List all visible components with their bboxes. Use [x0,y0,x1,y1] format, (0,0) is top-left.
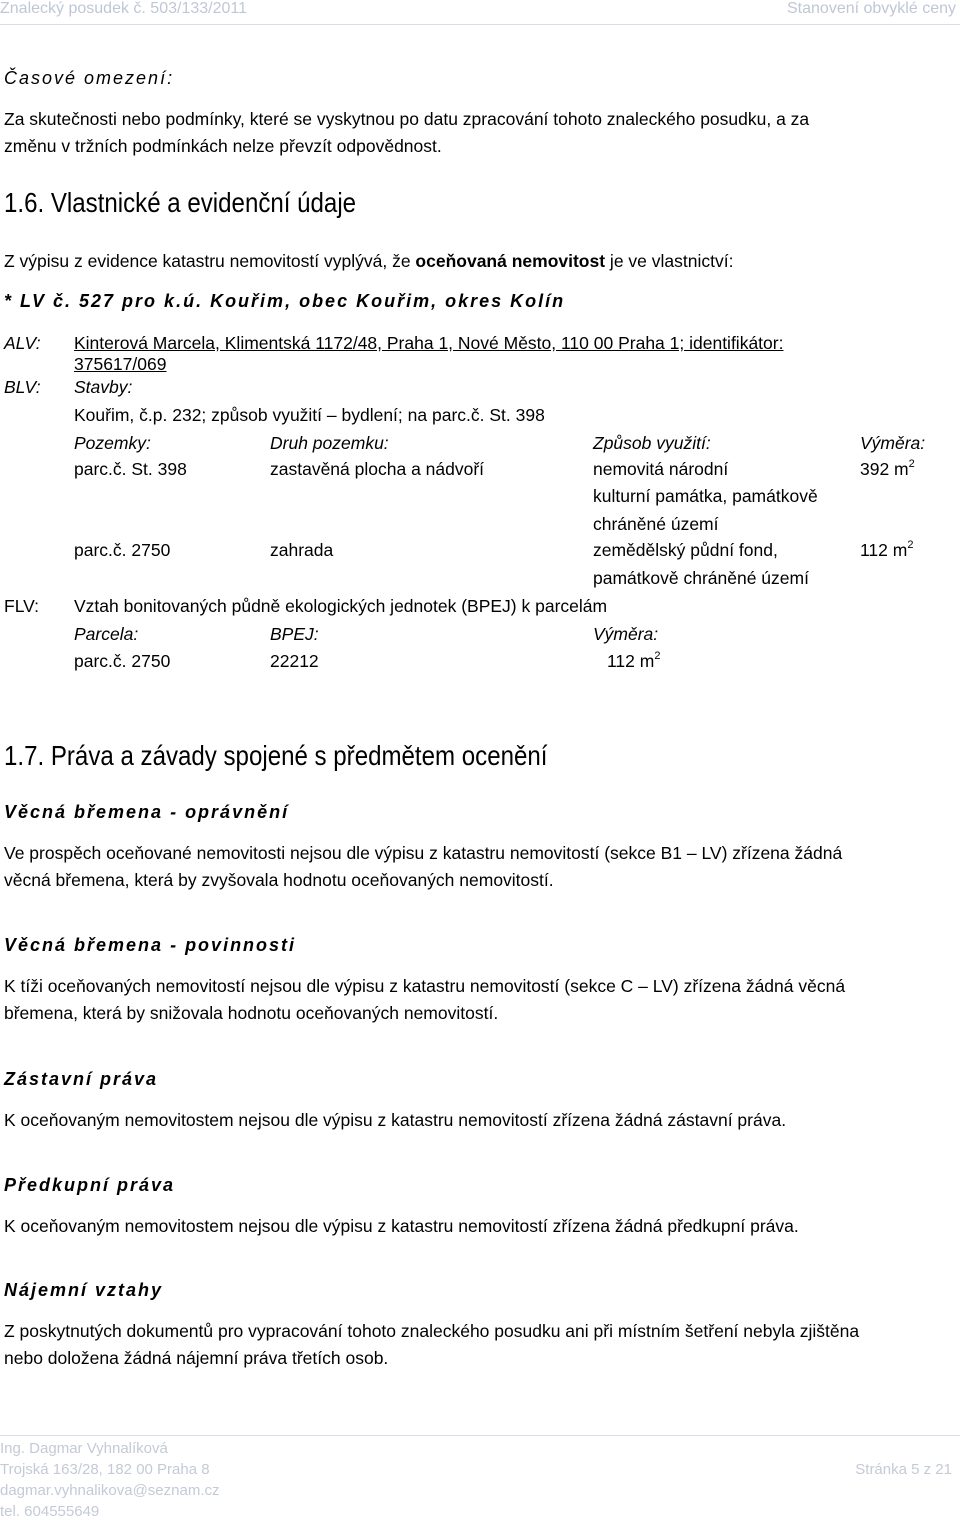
footer-phone: tel. 604555649 [0,1503,100,1520]
lien-heading: Zástavní práva [4,1069,159,1089]
lease-text: Z poskytnutých dokumentů pro vypracování tohoto znaleckého posudku ani při místním šetření nebyla zjištěna nebo doložena žádná nájemní práva třetích osob. [4,1321,860,1368]
lien-text: K oceňovaným nemovitostem nejsou dle výpisu z katastru nemovitostí zřízena žádná zástavní práva. [4,1110,787,1130]
stavby-value: Kouřim, č.p. 232; způsob využití – bydlení; na parc.č. St. 398 [74,405,545,425]
lv-heading: * LV č. 527 pro k.ú. Kouřim, obec Kouřim, okres Kolín [4,291,566,311]
alv-owner-line1: Kinterová Marcela, Klimentská 1172/48, Praha 1, Nové Město, 110 00 Praha 1; identifikátor: [74,333,784,353]
easement-duties-text: K tíži oceňovaných nemovitostí nejsou dle výpisu z katastru nemovitostí (sekce C – LV) zřízena žádná věcná břemena, která by snižovala hodnotu oceňovaných nemovitostí. [4,976,846,1023]
land-row-1-kind: zastavěná plocha a nádvoří [270,459,485,479]
land-row-1-area: 392 $m^2$ [860,458,915,479]
land-row-1-use-1: nemovitá národní [593,459,729,479]
alv-label: ALV: [4,333,41,353]
footer-divider [0,1435,960,1436]
land-row-1-use-2: kulturní památka, památkově [593,486,818,506]
easement-duties-heading: Věcná břemena - povinnosti [4,935,297,955]
easement-rights-text: Ve prospěch oceňované nemovitosti nejsou dle výpisu z katastru nemovitostí (sekce B1 – LV) zřízena žádná věcná břemena, která by zvyšovala hodnotu oceňovaných nemovitostí. [4,843,843,890]
bpej-row-parcel: parc.č. 2750 [74,651,171,671]
header-section-name: Stanovení obvyklé ceny [787,0,956,17]
land-row-2-area: 112 $m^2$ [860,539,914,560]
section-1-7-title: 1.7. Práva a závady spojené s předmětem ocenění [4,740,548,771]
bpej-row-area: 112 $m^2$ [607,650,661,671]
section-1-6-title: 1.6. Vlastnické a evidenční údaje [4,187,357,218]
land-header-kind: Druh pozemku: [270,433,389,453]
footer-name: Ing. Dagmar Vyhnalíková [0,1440,168,1457]
stavby-label: Stavby: [74,377,133,397]
easement-rights-heading: Věcná břemena - oprávnění [4,802,290,822]
header-document-id: Znalecký posudek č. 503/133/2011 [0,0,247,17]
ownership-intro: Z výpisu z evidence katastru nemovitostí vyplývá, že oceňovaná nemovitost je ve vlastnictví: [4,251,734,271]
land-row-2-kind: zahrada [270,540,334,560]
land-row-2-use-2: památkově chráněné území [593,568,809,588]
flv-label: FLV: [4,596,40,616]
flv-text: Vztah bonitovaných půdně ekologických jednotek (BPEJ) k parcelám [74,596,608,616]
footer-address: Trojská 163/28, 182 00 Praha 8 [0,1461,210,1478]
bpej-header-area: Výměra: [593,624,659,644]
land-row-1-parcel: parc.č. St. 398 [74,459,187,479]
bpej-row-code: 22212 [270,651,319,671]
lease-heading: Nájemní vztahy [4,1280,164,1300]
land-header-parcel: Pozemky: [74,433,151,453]
bpej-header-parcel: Parcela: [74,624,139,644]
preemption-text: K oceňovaným nemovitostem nejsou dle výpisu z katastru nemovitostí zřízena žádná předkupní práva. [4,1216,799,1236]
alv-owner-line2: 375617/069 [74,354,167,374]
blv-label: BLV: [4,377,41,397]
land-row-2-use-1: zemědělský půdní fond, [593,540,778,560]
header-divider [0,24,960,25]
bpej-header-code: BPEJ: [270,624,319,644]
land-header-use: Způsob využití: [593,433,711,453]
footer-email[interactable]: dagmar.vyhnalikova@seznam.cz [0,1482,220,1499]
land-row-1-use-3: chráněné území [593,514,719,534]
time-limit-heading: Časové omezení: [4,68,175,88]
time-limit-text: Za skutečnosti nebo podmínky, které se vyskytnou po datu zpracování tohoto znaleckého posudku, a za změnu v tržních podmínkách nelze převzít odpovědnost. [4,109,810,156]
land-row-2-parcel: parc.č. 2750 [74,540,171,560]
footer-page-number: Stránka 5 z 21 [855,1461,952,1478]
land-header-area: Výměra: [860,433,926,453]
preemption-heading: Předkupní práva [4,1175,176,1195]
